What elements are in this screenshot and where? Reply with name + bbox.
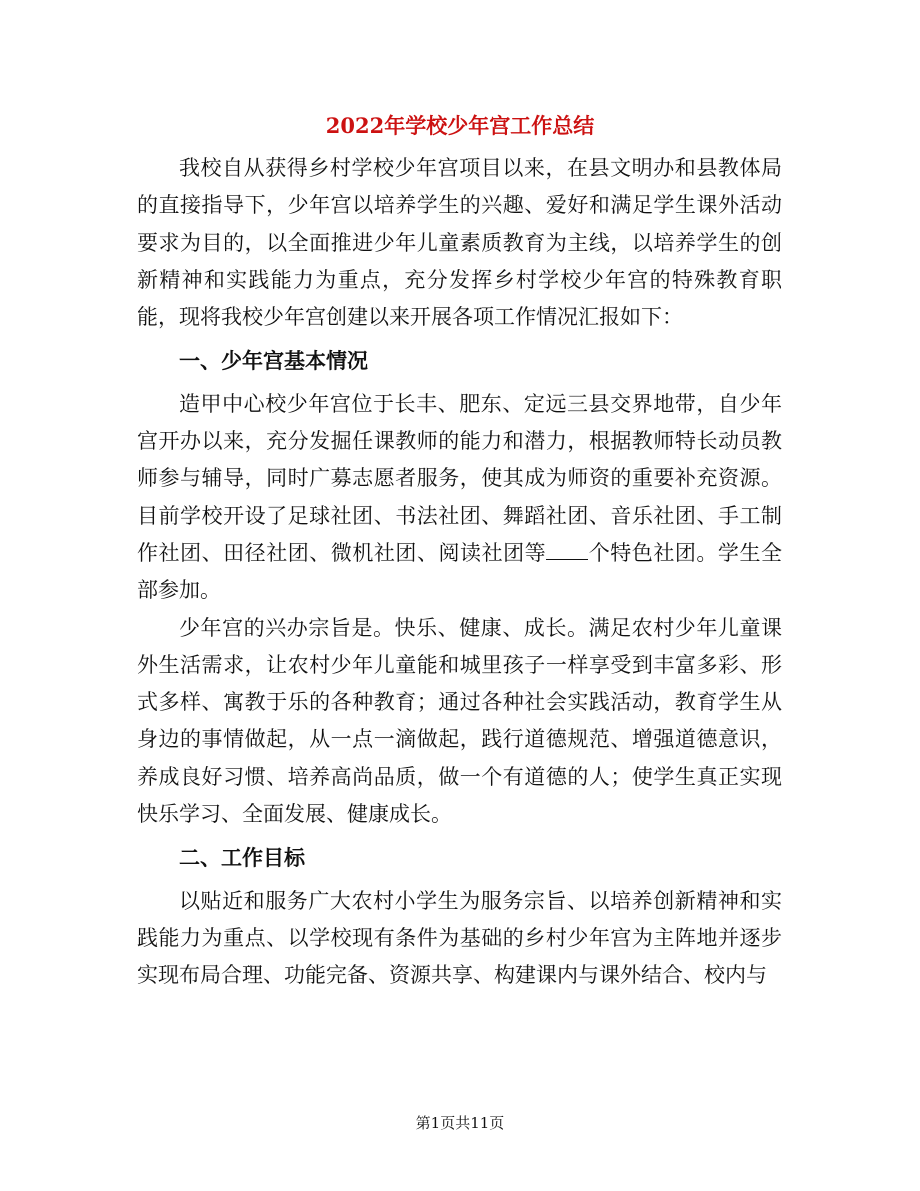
section-heading-goals: 二、工作目标 — [179, 845, 305, 871]
section-heading-basic-info: 一、少年宫基本情况 — [179, 348, 368, 374]
purpose-paragraph: 少年宫的兴办宗旨是。快乐、健康、成长。满足农村少年儿童课外生活需求，让农村少年儿童能和城里孩子一样享受到丰富多彩、形式多样、寓教于乐的各种教育；通过各种社会实践活动，教育学生从身边的事情做起，从一点一滴做起，践行道德规范、增强道德意识，养成良好习惯、培养高尚品质，做一个有道德的人；使学生真正实现快乐学习、全面发展、健康成长。 — [137, 615, 782, 827]
basic-info-text-end: 个特色社团。学生全部参加。 — [137, 540, 783, 603]
basic-info-text: 造甲中心校少年宫位于长丰、肥东、定远三县交界地带，自少年宫开办以来，充分发掘任课教师的能力和潜力，根据教师特长动员教师参与辅导，同时广募志愿者服务，使其成为师资的重要补充资源。目前学校开设了足球社团、书法社团、舞蹈社团、音乐社团、手工制作社团、田径社团、微机社团、阅读社团等 — [137, 391, 782, 565]
page-footer: 第1页共11页 — [415, 1114, 505, 1132]
basic-info-paragraph — [137, 386, 782, 610]
document-body — [137, 150, 782, 995]
intro-paragraph: 我校自从获得乡村学校少年宫项目以来，在县文明办和县教体局的直接指导下，少年宫以培养学生的兴趣、爱好和满足学生课外活动要求为目的，以全面推进少年儿童素质教育为主线，以培养学生的创新精神和实践能力为重点，充分发挥乡村学校少年宫的特殊教育职能，现将我校少年宫创建以来开展各项工作情况汇报如下： — [137, 156, 782, 330]
document-title: 2022年学校少年宫工作总结 — [325, 113, 595, 138]
fill-in-blank — [546, 538, 588, 560]
goals-paragraph: 以贴近和服务广大农村小学生为服务宗旨、以培养创新精神和实践能力为重点、以学校现有条件为基础的乡村少年宫为主阵地并逐步实现布局合理、功能完备、资源共享、构建课内与课外结合、校内与 — [137, 888, 782, 988]
